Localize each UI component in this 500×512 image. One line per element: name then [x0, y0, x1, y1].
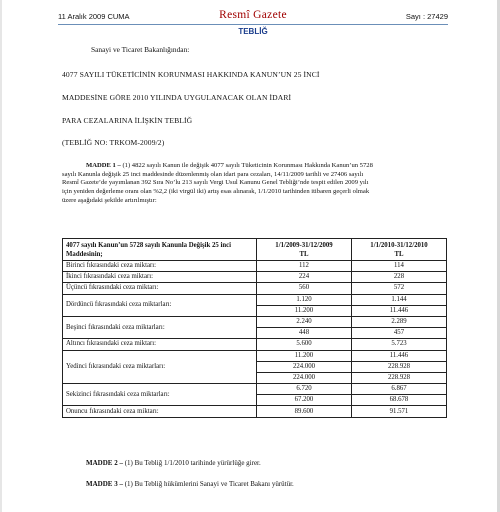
value-2010: 572 — [352, 283, 447, 294]
row-label: Onuncu fıkrasındaki ceza miktarı: — [63, 406, 257, 417]
madde-1-paragraph — [62, 162, 442, 206]
heading-line-3: PARA CEZALARINA İLİŞKİN TEBLİĞ — [62, 116, 193, 125]
value-2010: 457 — [352, 328, 447, 339]
value-2010: 228.928 — [352, 372, 447, 383]
value-2009: 5.600 — [257, 339, 352, 350]
page-edge-left — [0, 0, 2, 512]
value-2009: 112 — [257, 261, 352, 272]
madde-1-line-1: (1) 4822 sayılı Kanun ile değişik 4077 sayılı Tüketicinin Korunması Hakkında Kanun’un 5728 — [122, 162, 373, 169]
value-2010: 2.289 — [352, 316, 447, 327]
madde-3-paragraph — [86, 480, 294, 489]
value-2009: 6.720 — [257, 384, 352, 395]
madde-1-line-3: Resmî Gazete’de yayımlanan 392 Sıra No’lu 213 sayılı Vergi Usul Kanunu Genel Tebliği’nde tespit edilen 2009 yılı — [62, 179, 369, 187]
heading-line-1: 4077 SAYILI TÜKETİCİNİN KORUNMASI HAKKINDA KANUN’UN 25 İNCİ — [62, 70, 320, 79]
heading-line-4: (TEBLİĞ NO: TRKOM-2009/2) — [62, 138, 165, 147]
value-2009: 67.200 — [257, 395, 352, 406]
table-row — [63, 272, 447, 283]
row-label: Beşinci fıkrasındaki ceza miktarları: — [63, 316, 257, 338]
value-2010: 5.723 — [352, 339, 447, 350]
table-row — [63, 350, 447, 361]
value-2009: 224.000 — [257, 361, 352, 372]
table-row — [63, 406, 447, 417]
value-2009: 1.120 — [257, 294, 352, 305]
table-row — [63, 384, 447, 395]
value-2009: 560 — [257, 283, 352, 294]
row-label: İkinci fıkrasındaki ceza miktarı: — [63, 272, 257, 283]
madde-2-label: MADDE 2 – — [86, 459, 123, 467]
table-header-2009: 1/1/2009-31/12/2009 TL — [257, 239, 352, 261]
issue-number: Sayı : 27429 — [405, 12, 448, 21]
table-row — [63, 316, 447, 327]
table-header-article: 4077 sayılı Kanun’un 5728 sayılı Kanunla Değişik 25 inci Maddesinin; — [63, 239, 257, 261]
fine-amounts-table — [62, 238, 447, 418]
table-row — [63, 339, 447, 350]
value-2009: 89.600 — [257, 406, 352, 417]
row-label: Birinci fıkrasındaki ceza miktarı: — [63, 261, 257, 272]
issuer-line: Sanayi ve Ticaret Bakanlığından: — [91, 45, 190, 54]
gazette-header — [58, 10, 448, 24]
madde-1-line-2: sayılı Kanunla değişik 25 inci maddesinde düzenlenmiş olan idari para cezaları, 14/11/2009 tarihli ve 27406 sayılı — [62, 170, 364, 178]
header-rule — [58, 24, 448, 25]
table-row — [63, 294, 447, 305]
value-2009: 224.000 — [257, 372, 352, 383]
value-2010: 228.928 — [352, 361, 447, 372]
row-label: Altıncı fıkrasındaki ceza miktarı: — [63, 339, 257, 350]
table-body — [63, 261, 447, 418]
madde-2-paragraph — [86, 459, 261, 468]
value-2009: 11.200 — [257, 350, 352, 361]
madde-1-line-4: için yeniden değerleme oranı olan %2,2 (iki virgül iki) artış esas alınarak, 1/1/2010 tarihinden itibaren geçerli olmak — [62, 188, 370, 196]
madde-3-text: (1) Bu Tebliğ hükümlerini Sanayi ve Ticaret Bakanı yürütür. — [124, 480, 294, 488]
value-2009: 2.240 — [257, 316, 352, 327]
value-2009: 224 — [257, 272, 352, 283]
value-2010: 11.446 — [352, 305, 447, 316]
value-2010: 11.446 — [352, 350, 447, 361]
gazette-title: Resmî Gazete — [219, 9, 287, 21]
madde-1-line-5: üzere aşağıdaki şekilde artırılmıştır: — [62, 196, 157, 204]
row-label: Yedinci fıkrasındaki ceza miktarları: — [63, 350, 257, 384]
value-2010: 1.144 — [352, 294, 447, 305]
table-header-2010: 1/1/2010-31/12/2010 TL — [352, 239, 447, 261]
row-label: Sekizinci fıkrasındaki ceza miktarları: — [63, 384, 257, 406]
value-2010: 228 — [352, 272, 447, 283]
value-2009: 11.200 — [257, 305, 352, 316]
value-2010: 114 — [352, 261, 447, 272]
value-2009: 448 — [257, 328, 352, 339]
issue-date: 11 Aralık 2009 CUMA — [58, 12, 130, 21]
section-title: TEBLİĞ — [238, 27, 268, 36]
heading-line-2: MADDESİNE GÖRE 2010 YILINDA UYGULANACAK OLAN İDARİ — [62, 93, 292, 102]
row-label: Dördüncü fıkrasındaki ceza miktarları: — [63, 294, 257, 316]
table-row — [63, 283, 447, 294]
value-2010: 68.678 — [352, 395, 447, 406]
madde-3-label: MADDE 3 – — [86, 480, 123, 488]
value-2010: 6.867 — [352, 384, 447, 395]
value-2010: 91.571 — [352, 406, 447, 417]
table-row — [63, 261, 447, 272]
madde-1-label: MADDE 1 – — [86, 162, 121, 169]
row-label: Üçüncü fıkrasındaki ceza miktarı: — [63, 283, 257, 294]
madde-2-text: (1) Bu Tebliğ 1/1/2010 tarihinde yürürlüğe girer. — [124, 459, 261, 467]
